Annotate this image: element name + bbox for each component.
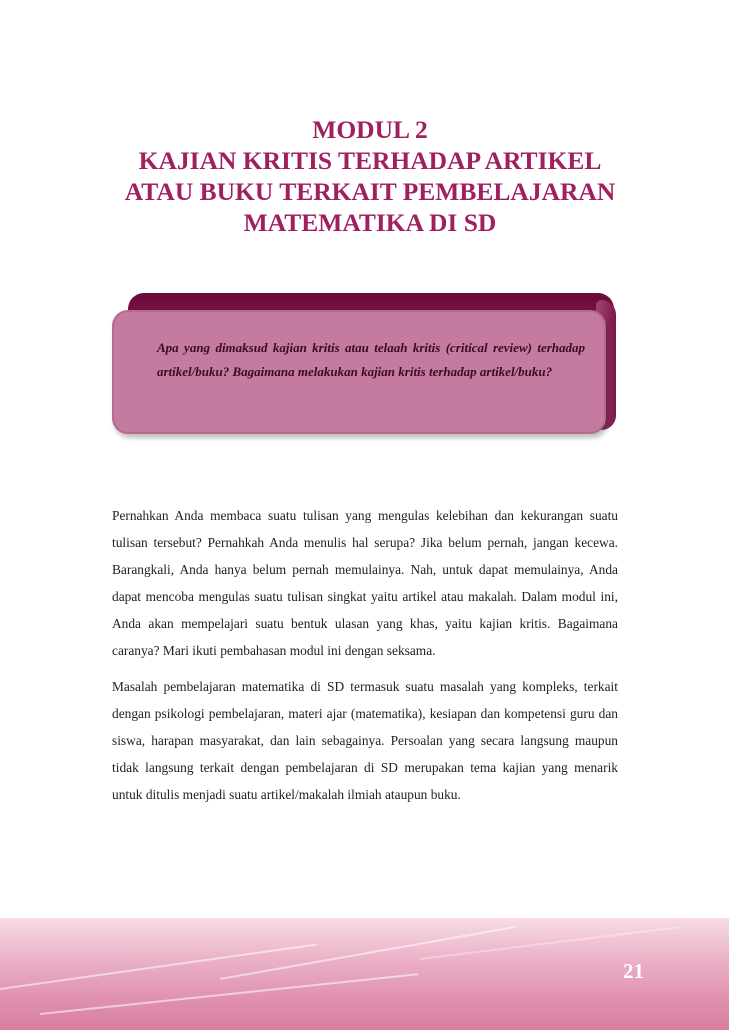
page-number: 21 [623, 959, 644, 983]
title-line-1: MODUL 2 [312, 115, 428, 144]
title-line-4: MATEMATIKA DI SD [243, 208, 497, 237]
question-box [112, 310, 606, 434]
title-line-2: KAJIAN KRITIS TERHADAP ARTIKEL [138, 146, 602, 175]
module-title [90, 114, 650, 238]
footer-streak [40, 973, 418, 1015]
footer-streak [0, 943, 317, 990]
footer-band [0, 918, 729, 1030]
question-text: Apa yang dimaksud kajian kritis atau telaah kritis (critical review) terhadap artikel/buku? Bagaimana melakukan kajian kritis terhadap artikel/buku? [157, 340, 585, 379]
title-line-3: ATAU BUKU TERKAIT PEMBELAJARAN [124, 177, 616, 206]
paragraph-1: Pernahkan Anda membaca suatu tulisan yang mengulas kelebihan dan kekurangan suatu tulisan tersebut? Pernahkah Anda menulis hal serupa? Jika belum pernah, jangan kecewa. Barangkali, Anda hanya belum pernah memulainya. Nah, untuk dapat memulainya, Anda dapat mencoba mengulas suatu tulisan singkat yaitu artikel atau makalah. Dalam modul ini, Anda akan mempelajari suatu bentuk ulasan yang khas, yaitu kajian kritis. Bagaimana caranya? Mari ikuti pembahasan modul ini dengan seksama. [112, 508, 618, 658]
footer-streak [420, 926, 678, 960]
paragraph-2: Masalah pembelajaran matematika di SD termasuk suatu masalah yang kompleks, terkait dengan psikologi pembelajaran, materi ajar (matematika), kesiapan dan kompetensi guru dan siswa, harapan masyarakat, dan lain sebagainya. Persoalan yang secara langsung maupun tidak langsung terkait dengan pembelajaran di SD merupakan tema kajian yang menarik untuk ditulis menjadi suatu artikel/makalah ilmiah ataupun buku. [112, 679, 618, 802]
body-text [112, 502, 618, 817]
